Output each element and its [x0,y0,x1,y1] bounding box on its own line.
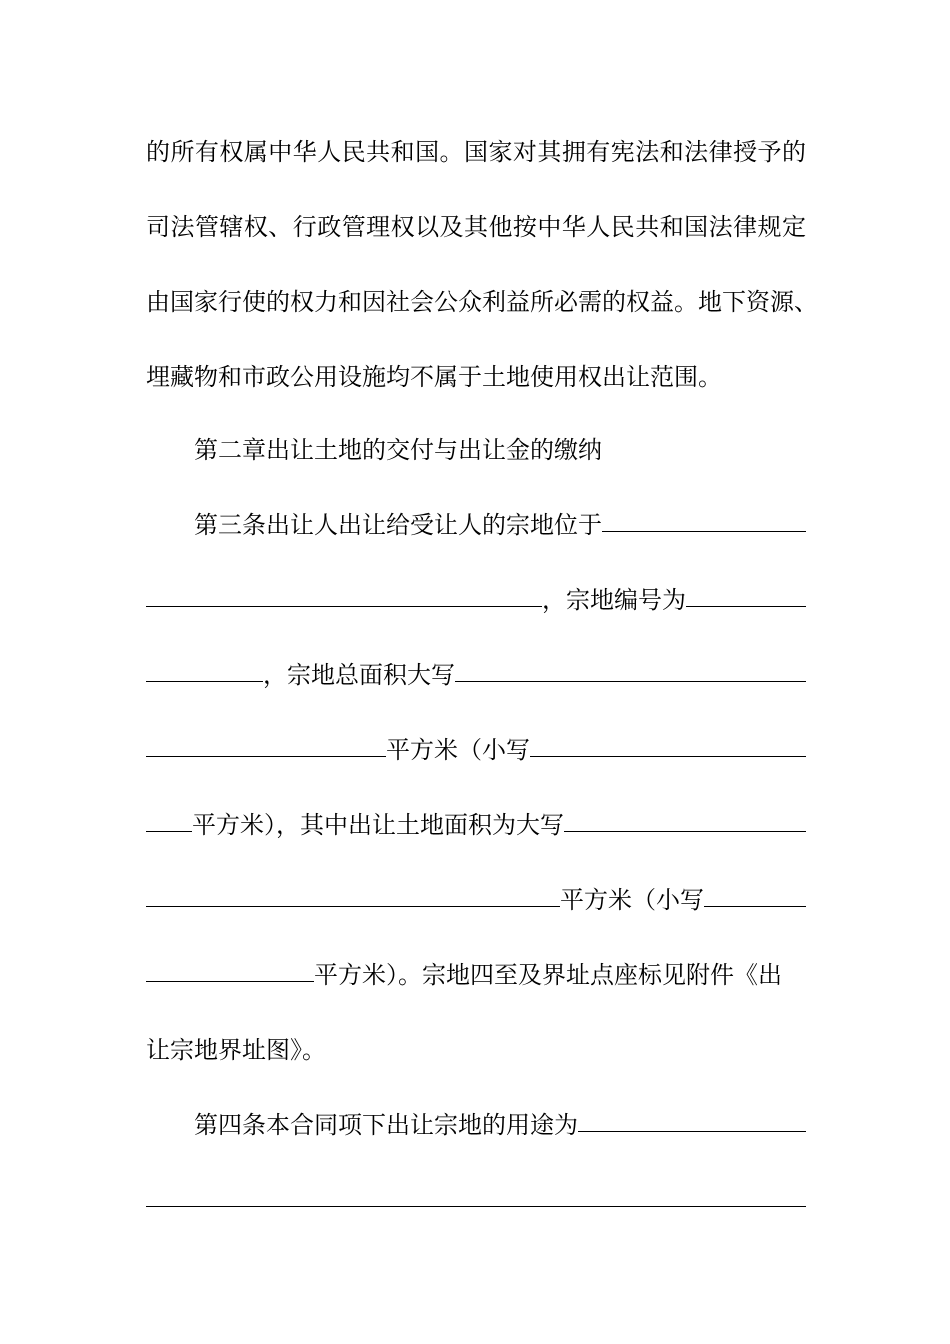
chapter-heading [194,430,806,470]
fill-in-blank-total-area-figures[interactable] [146,805,192,832]
article-text: 平方米），其中出让土地面积为大写 [192,811,564,839]
fill-in-blank-land-use[interactable] [578,1105,806,1132]
article-3-line-4 [146,730,806,770]
article-text: 让宗地界址图》。 [146,1036,326,1064]
fill-in-blank-land-use[interactable] [146,1180,806,1207]
article-text: 平方米）。宗地四至及界址点座标见附件《出 [314,961,782,989]
article-3-line-1 [194,505,806,545]
article-4-line-2 [146,1180,806,1220]
chapter-heading-text: 第二章出让土地的交付与出让金的缴纳 [194,436,602,464]
article-3-line-7 [146,955,806,995]
paragraph-line [146,207,806,247]
paragraph-line [146,132,806,172]
fill-in-blank-granted-area-words[interactable] [146,880,560,907]
fill-in-blank-total-area-words[interactable] [146,730,386,757]
fill-in-blank-granted-area-figures[interactable] [146,955,314,982]
article-3-line-8 [146,1030,806,1070]
article-text: 平方米（小写 [560,886,704,914]
paragraph-line [146,357,806,397]
article-text: ，宗地编号为 [542,586,686,614]
article-text: 平方米（小写 [386,736,530,764]
article-4-line-1 [194,1105,806,1145]
paragraph-text: 埋藏物和市政公用设施均不属于土地使用权出让范围。 [146,363,722,391]
article-text: 第四条本合同项下出让宗地的用途为 [194,1111,578,1139]
fill-in-blank-location[interactable] [146,580,542,607]
article-3-line-6 [146,880,806,920]
fill-in-blank-total-area-figures[interactable] [530,730,806,757]
fill-in-blank-location[interactable] [602,505,806,532]
article-text: ，宗地总面积大写 [263,661,455,689]
paragraph-text: 由国家行使的权力和因社会公众利益所必需的权益。地下资源、 [146,288,818,316]
article-3-line-3 [146,655,806,695]
fill-in-blank-granted-area-words[interactable] [564,805,806,832]
fill-in-blank-parcel-number[interactable] [146,655,263,682]
article-text: 第三条出让人出让给受让人的宗地位于 [194,511,602,539]
article-3-line-5 [146,805,806,845]
fill-in-blank-parcel-number[interactable] [686,580,806,607]
paragraph-text: 司法管辖权、行政管理权以及其他按中华人民共和国法律规定 [146,213,806,241]
paragraph-text: 的所有权属中华人民共和国。国家对其拥有宪法和法律授予的 [146,138,806,166]
fill-in-blank-granted-area-figures[interactable] [704,880,806,907]
article-3-line-2 [146,580,806,620]
fill-in-blank-total-area-words[interactable] [455,655,806,682]
paragraph-line [146,282,836,322]
